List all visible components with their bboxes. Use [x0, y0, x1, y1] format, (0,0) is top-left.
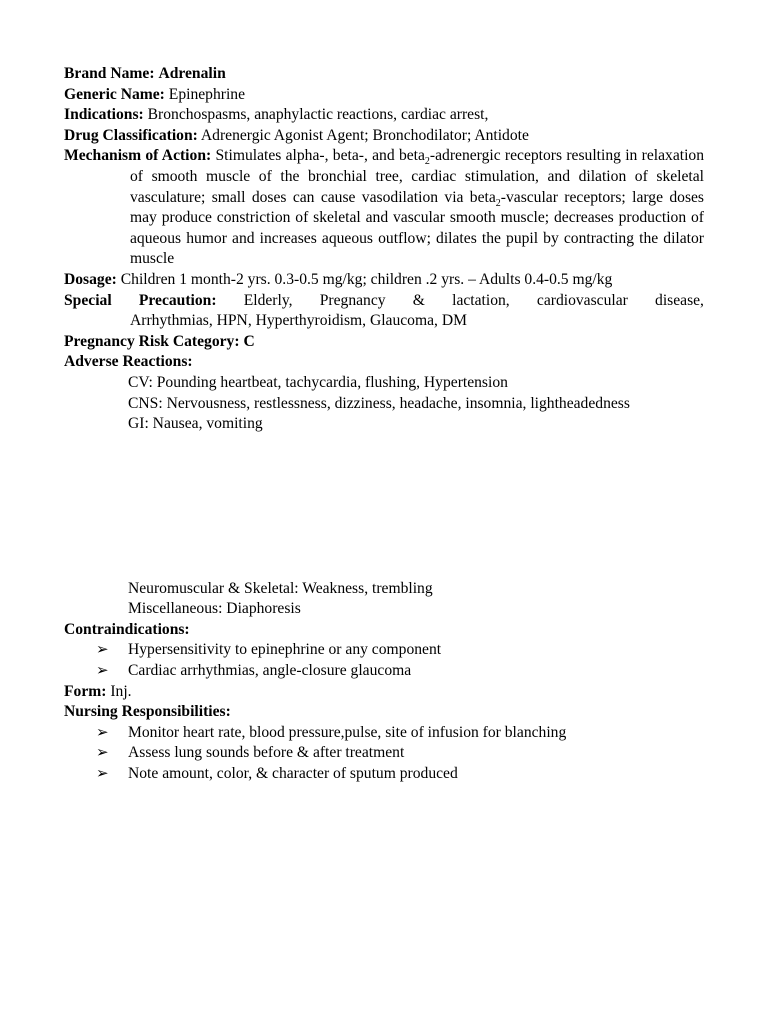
pregnancy-risk-row [64, 332, 704, 353]
generic-name-value: Epinephrine [168, 85, 246, 103]
precaution-word: cardiovascular [536, 291, 628, 309]
dosage-row [64, 270, 704, 291]
mechanism-label: Mechanism of Action: [64, 147, 212, 165]
contraindications-list [64, 640, 704, 681]
list-item [64, 723, 704, 744]
nursing-heading: Nursing Responsibilities: [64, 703, 231, 721]
form-value: Inj. [110, 682, 132, 700]
blank-gap [64, 435, 704, 579]
arrow-bullet-icon: ➢ [96, 745, 109, 762]
pregnancy-risk-label: Pregnancy Risk Category: [64, 332, 240, 350]
arrow-bullet-icon: ➢ [96, 724, 109, 741]
adverse-reaction-item: CV: Pounding heartbeat, tachycardia, flushing, Hypertension [128, 373, 508, 391]
form-row [64, 682, 704, 703]
mechanism-sub-b: 2 [495, 197, 501, 209]
list-item-text: Cardiac arrhythmias, angle-closure glaucoma [128, 662, 412, 680]
special-precaution-first-line [64, 291, 704, 312]
generic-name-row [64, 85, 704, 106]
arrow-bullet-icon: ➢ [96, 642, 109, 659]
indications-label: Indications: [64, 106, 144, 124]
mechanism-row [64, 146, 704, 270]
precaution-word: Elderly, [243, 291, 293, 309]
list-item-text: Note amount, color, & character of sputum produced [128, 765, 458, 783]
mechanism-sub-a: 2 [424, 156, 430, 168]
arrow-bullet-icon: ➢ [96, 766, 109, 783]
form-label: Form: [64, 682, 107, 700]
drug-classification-row [64, 126, 704, 147]
special-precaution-label-1: Special [64, 291, 112, 309]
adverse-reaction-item: Miscellaneous: Diaphoresis [128, 600, 301, 618]
precaution-word: Pregnancy [319, 291, 386, 309]
special-precaution-row [64, 291, 704, 332]
list-item-text: Monitor heart rate, blood pressure,pulse, site of infusion for blanching [128, 723, 567, 741]
list-item [64, 640, 704, 661]
special-precaution-continuation: Arrhythmias, HPN, Hyperthyroidism, Glaucoma, DM [130, 312, 467, 330]
adverse-reaction-item: GI: Nausea, vomiting [128, 415, 263, 433]
contraindications-heading: Contraindications: [64, 620, 190, 638]
mechanism-text-b: -adrenergic receptors resulting in relaxation of smooth muscle of the bronchial tree, cardiac stimulation, and dilation of skeletal vasculature; small doses can cause vasodilation via beta [130, 147, 704, 206]
nursing-list [64, 723, 704, 785]
list-item-text: Hypersensitivity to epinephrine or any component [128, 641, 442, 659]
adverse-reaction-item: CNS: Nervousness, restlessness, dizziness, headache, insomnia, lightheadedness [128, 394, 630, 412]
list-item [64, 661, 704, 682]
indications-value: Bronchospasms, anaphylactic reactions, cardiac arrest, [147, 106, 489, 124]
adverse-reactions-heading: Adverse Reactions: [64, 353, 193, 371]
list-item [64, 743, 704, 764]
dosage-value: Children 1 month-2 yrs. 0.3-0.5 mg/kg; children .2 yrs. – Adults 0.4-0.5 mg/kg [120, 270, 613, 288]
mechanism-text-a: Stimulates alpha-, beta-, and beta [215, 147, 425, 165]
brand-name-row [64, 64, 704, 85]
list-item [64, 764, 704, 785]
drug-classification-label: Drug Classification: [64, 126, 198, 144]
arrow-bullet-icon: ➢ [96, 663, 109, 680]
special-precaution-label-2: Precaution: [138, 291, 217, 309]
brand-name-label: Brand Name: [64, 65, 155, 82]
dosage-label: Dosage: [64, 270, 117, 288]
adverse-reaction-item: Neuromuscular & Skeletal: Weakness, trembling [128, 579, 433, 597]
precaution-word: & [412, 291, 425, 309]
drug-classification-value: Adrenergic Agonist Agent; Bronchodilator; Antidote [200, 126, 529, 144]
brand-name-value: Adrenalin [158, 65, 226, 82]
pregnancy-risk-value: C [243, 332, 255, 350]
indications-row [64, 105, 704, 126]
document-page [64, 64, 704, 785]
mechanism-text-c: -vascular receptors; large doses may produce constriction of skeletal and vascular smooth muscle; decreases production of aqueous humor and increases aqueous outflow; dilates the pupil by contracting the dilator muscle [130, 188, 705, 268]
generic-name-label: Generic Name: [64, 85, 165, 103]
list-item-text: Assess lung sounds before & after treatment [128, 744, 405, 762]
precaution-word: disease, [655, 291, 704, 309]
precaution-word: lactation, [452, 291, 510, 309]
